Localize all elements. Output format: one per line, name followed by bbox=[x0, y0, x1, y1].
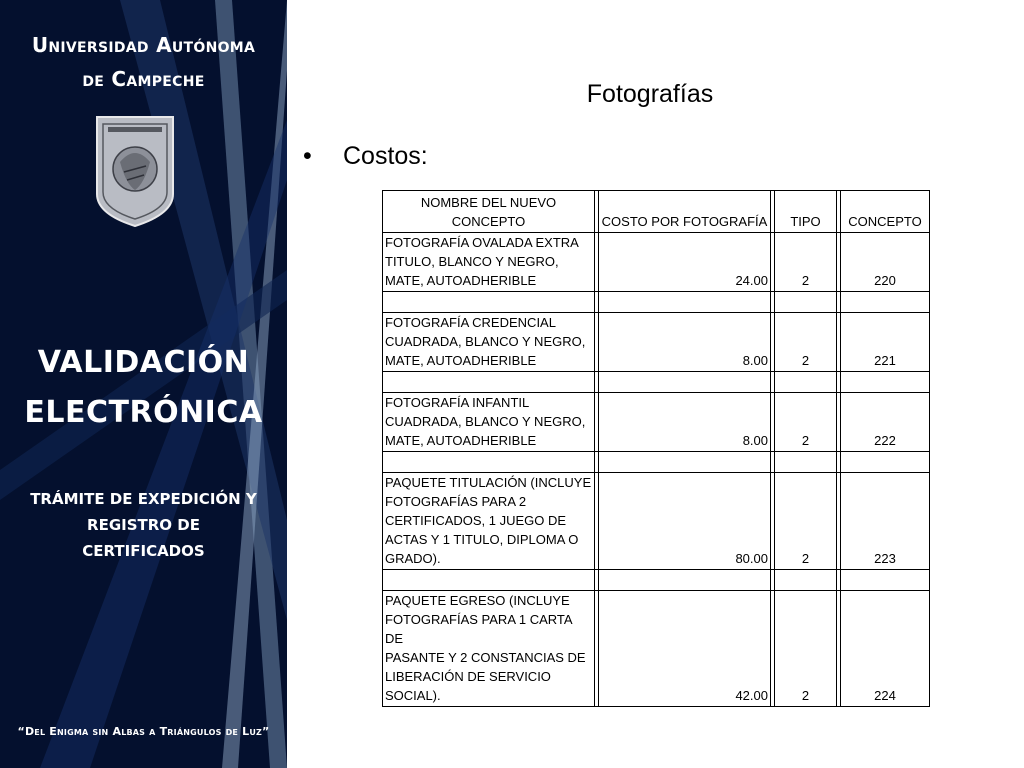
spacer-cell bbox=[775, 372, 837, 393]
header-concept-name-line1: NOMBRE DEL NUEVO bbox=[420, 195, 557, 210]
cell-concept-name-line: FOTOGRAFÍA CREDENCIAL bbox=[385, 315, 556, 330]
table-row bbox=[383, 473, 930, 570]
cell-concept-name-line: FOTOGRAFÍAS PARA 1 CARTA DE bbox=[385, 612, 572, 646]
cell-type: 2 bbox=[775, 393, 837, 452]
spacer-cell bbox=[599, 452, 771, 473]
cell-concept-name bbox=[383, 233, 595, 292]
cell-concept: 223 bbox=[841, 473, 930, 570]
spacer-cell bbox=[599, 292, 771, 313]
costs-table bbox=[382, 190, 930, 707]
cell-concept-name-line: CERTIFICADOS, 1 JUEGO DE bbox=[385, 513, 567, 528]
spacer-cell bbox=[841, 452, 930, 473]
cell-cost: 24.00 bbox=[599, 233, 771, 292]
cell-concept-name bbox=[383, 313, 595, 372]
bullet-item bbox=[303, 142, 428, 171]
sidebar-banner bbox=[0, 0, 287, 768]
bullet-text: Costos: bbox=[343, 142, 428, 170]
cell-concept-name bbox=[383, 473, 595, 570]
university-name bbox=[0, 28, 287, 96]
cell-concept: 220 bbox=[841, 233, 930, 292]
header-cost: COSTO POR FOTOGRAFÍA bbox=[599, 191, 771, 233]
header-concept-name-line2: CONCEPTO bbox=[451, 214, 526, 229]
validation-heading-line1: VALIDACIÓN bbox=[37, 345, 250, 380]
spacer-cell bbox=[775, 292, 837, 313]
cell-concept-name-line: MATE, AUTOADHERIBLE bbox=[385, 353, 537, 368]
cell-concept-name-line: FOTOGRAFÍA INFANTIL bbox=[385, 395, 530, 410]
university-name-line2: de Campeche bbox=[82, 67, 205, 91]
cell-concept: 224 bbox=[841, 591, 930, 707]
cell-concept-name-line: LIBERACIÓN DE SERVICIO bbox=[385, 669, 551, 684]
spacer-cell bbox=[383, 292, 595, 313]
table-row bbox=[383, 233, 930, 292]
cell-concept-name-line: TITULO, BLANCO Y NEGRO, bbox=[385, 254, 559, 269]
bullet-icon: • bbox=[303, 142, 312, 170]
procedure-heading-line1: TRÁMITE DE EXPEDICIÓN Y bbox=[30, 490, 257, 508]
spacer-cell bbox=[841, 372, 930, 393]
spacer-cell bbox=[599, 570, 771, 591]
table-row bbox=[383, 393, 930, 452]
spacer-cell bbox=[383, 372, 595, 393]
cell-concept-name-line: ACTAS Y 1 TITULO, DIPLOMA O bbox=[385, 532, 579, 547]
cell-type: 2 bbox=[775, 591, 837, 707]
cell-concept-name-line: GRADO). bbox=[385, 551, 441, 566]
table-spacer-row bbox=[383, 570, 930, 591]
cell-type: 2 bbox=[775, 233, 837, 292]
university-name-line1: Universidad Autónoma bbox=[31, 33, 256, 57]
spacer-cell bbox=[841, 570, 930, 591]
spacer-cell bbox=[383, 452, 595, 473]
cell-cost: 42.00 bbox=[599, 591, 771, 707]
cell-concept-name-line: PAQUETE TITULACIÓN (INCLUYE bbox=[385, 475, 592, 490]
procedure-heading-line3: CERTIFICADOS bbox=[82, 542, 205, 560]
university-motto: “Del Enigma sin Albas a Triángulos de Luz” bbox=[17, 725, 270, 738]
spacer-cell bbox=[383, 570, 595, 591]
cell-type: 2 bbox=[775, 473, 837, 570]
cell-cost: 80.00 bbox=[599, 473, 771, 570]
table-spacer-row bbox=[383, 452, 930, 473]
cell-concept-name-line: PAQUETE EGRESO (INCLUYE bbox=[385, 593, 570, 608]
cell-concept-name-line: CUADRADA, BLANCO Y NEGRO, bbox=[385, 334, 586, 349]
table-header-row bbox=[383, 191, 930, 233]
table-row bbox=[383, 313, 930, 372]
university-seal-icon bbox=[94, 114, 176, 228]
cell-concept-name-line: MATE, AUTOADHERIBLE bbox=[385, 433, 537, 448]
header-concept-name bbox=[383, 191, 595, 233]
spacer-cell bbox=[775, 452, 837, 473]
cell-concept-name-line: MATE, AUTOADHERIBLE bbox=[385, 273, 537, 288]
validation-heading bbox=[0, 338, 287, 438]
spacer-cell bbox=[775, 570, 837, 591]
cell-cost: 8.00 bbox=[599, 393, 771, 452]
cell-concept-name bbox=[383, 393, 595, 452]
validation-heading-line2: ELECTRÓNICA bbox=[24, 395, 263, 430]
cell-cost: 8.00 bbox=[599, 313, 771, 372]
cell-concept: 222 bbox=[841, 393, 930, 452]
slide-title: Fotografías bbox=[586, 80, 714, 108]
procedure-heading bbox=[0, 486, 287, 564]
cell-concept-name-line: FOTOGRAFÍA OVALADA EXTRA bbox=[385, 235, 579, 250]
table-spacer-row bbox=[383, 292, 930, 313]
cell-concept: 221 bbox=[841, 313, 930, 372]
header-type: TIPO bbox=[775, 191, 837, 233]
table-spacer-row bbox=[383, 372, 930, 393]
cell-concept-name-line: CUADRADA, BLANCO Y NEGRO, bbox=[385, 414, 586, 429]
header-concept: CONCEPTO bbox=[841, 191, 930, 233]
table-row bbox=[383, 591, 930, 707]
cell-concept-name bbox=[383, 591, 595, 707]
cell-concept-name-line: FOTOGRAFÍAS PARA 2 bbox=[385, 494, 527, 509]
spacer-cell bbox=[599, 372, 771, 393]
procedure-heading-line2: REGISTRO DE bbox=[87, 516, 200, 534]
spacer-cell bbox=[841, 292, 930, 313]
cell-type: 2 bbox=[775, 313, 837, 372]
cell-concept-name-line: PASANTE Y 2 CONSTANCIAS DE bbox=[385, 650, 586, 665]
cell-concept-name-line: SOCIAL). bbox=[385, 688, 441, 703]
